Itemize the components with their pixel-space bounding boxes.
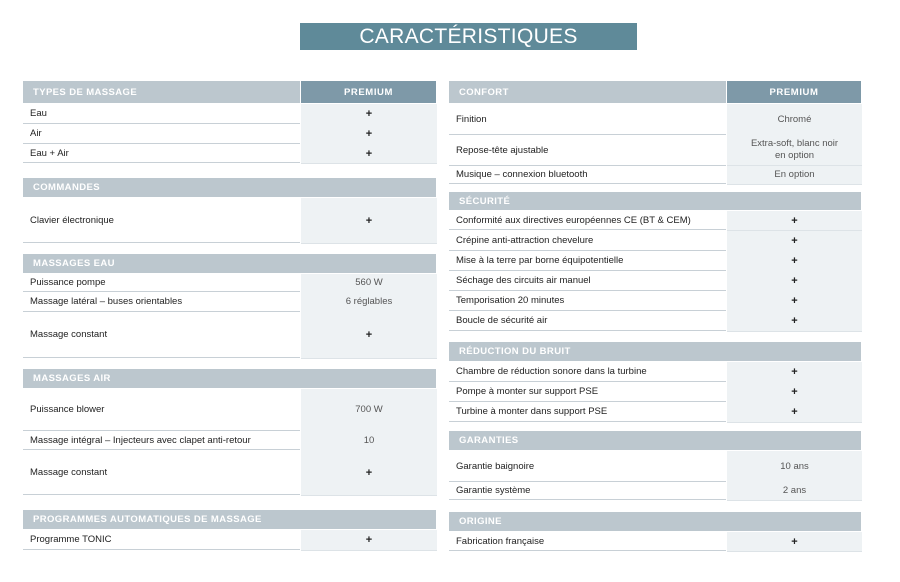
table-row bbox=[449, 271, 862, 291]
section-header: TYPES DE MASSAGE bbox=[23, 81, 300, 103]
table-row bbox=[23, 144, 437, 163]
row-value: + bbox=[301, 530, 437, 551]
row-label: Massage intégral – Injecteurs avec clapet anti-retour bbox=[23, 431, 300, 450]
row-value: + bbox=[301, 124, 437, 145]
row-value: + bbox=[301, 198, 437, 244]
row-label: Programme TONIC bbox=[23, 530, 300, 550]
row-label: Repose-tête ajustable bbox=[449, 135, 726, 166]
table-row bbox=[23, 274, 437, 292]
table-row bbox=[23, 292, 437, 312]
row-value: + bbox=[301, 312, 437, 359]
row-value: + bbox=[727, 271, 862, 292]
row-label: Chambre de réduction sonore dans la turbine bbox=[449, 362, 726, 382]
section-header: GARANTIES bbox=[449, 431, 861, 450]
row-label: Puissance blower bbox=[23, 389, 300, 431]
row-value: + bbox=[727, 362, 862, 383]
table-row bbox=[23, 450, 437, 495]
section-header: SÉCURITÉ bbox=[449, 192, 861, 210]
row-value: 6 réglables bbox=[301, 292, 437, 313]
row-value: 560 W bbox=[301, 274, 437, 293]
table-row bbox=[23, 312, 437, 358]
row-label: Garantie baignoire bbox=[449, 451, 726, 482]
row-label: Conformité aux directives européennes CE (BT & CEM) bbox=[449, 211, 726, 230]
premium-column-header: PREMIUM bbox=[727, 81, 861, 103]
row-label: Crépine anti-attraction chevelure bbox=[449, 231, 726, 251]
row-label: Fabrication française bbox=[449, 532, 726, 551]
row-label: Finition bbox=[449, 104, 726, 135]
row-label: Clavier électronique bbox=[23, 198, 300, 243]
row-label: Massage constant bbox=[23, 450, 300, 495]
table-row bbox=[449, 362, 862, 382]
row-label: Eau bbox=[23, 104, 300, 124]
table-row bbox=[23, 104, 437, 124]
row-label: Pompe à monter sur support PSE bbox=[449, 382, 726, 402]
table-row bbox=[449, 532, 862, 551]
row-label: Air bbox=[23, 124, 300, 144]
row-value: + bbox=[727, 311, 862, 332]
table-row bbox=[449, 402, 862, 422]
section-header: PROGRAMMES AUTOMATIQUES DE MASSAGE bbox=[23, 510, 436, 529]
row-value: Chromé bbox=[727, 104, 862, 136]
table-row bbox=[23, 389, 437, 431]
section-header: MASSAGES EAU bbox=[23, 254, 436, 273]
row-value: Extra-soft, blanc noir en option bbox=[727, 135, 862, 166]
row-label: Eau + Air bbox=[23, 144, 300, 163]
table-row bbox=[449, 135, 862, 166]
table-row bbox=[449, 166, 862, 184]
row-value: + bbox=[301, 144, 437, 164]
row-value: + bbox=[301, 450, 437, 496]
row-value: + bbox=[727, 251, 862, 272]
row-value: + bbox=[727, 211, 862, 231]
row-value: 2 ans bbox=[727, 482, 862, 501]
row-label: Massage latéral – buses orientables bbox=[23, 292, 300, 312]
row-value: 700 W bbox=[301, 389, 437, 432]
row-label: Puissance pompe bbox=[23, 274, 300, 292]
row-value: 10 ans bbox=[727, 451, 862, 483]
row-value: En option bbox=[727, 166, 862, 185]
table-row bbox=[449, 291, 862, 311]
table-row bbox=[449, 211, 862, 230]
row-label: Garantie système bbox=[449, 482, 726, 500]
row-label: Massage constant bbox=[23, 312, 300, 358]
table-row bbox=[449, 451, 862, 482]
premium-column-header: PREMIUM bbox=[301, 81, 436, 103]
table-row bbox=[449, 251, 862, 271]
section-header: COMMANDES bbox=[23, 178, 436, 197]
row-value: + bbox=[301, 104, 437, 125]
section-header: MASSAGES AIR bbox=[23, 369, 436, 388]
row-label: Temporisation 20 minutes bbox=[449, 291, 726, 311]
row-label: Séchage des circuits air manuel bbox=[449, 271, 726, 291]
table-row bbox=[23, 431, 437, 450]
row-label: Musique – connexion bluetooth bbox=[449, 166, 726, 184]
page-title: CARACTÉRISTIQUES TECHNIQUES bbox=[300, 23, 637, 50]
row-label: Mise à la terre par borne équipotentielle bbox=[449, 251, 726, 271]
row-value: + bbox=[727, 532, 862, 552]
table-row bbox=[449, 231, 862, 251]
row-label: Boucle de sécurité air bbox=[449, 311, 726, 331]
table-row bbox=[23, 530, 437, 550]
section-header: RÉDUCTION DU BRUIT bbox=[449, 342, 861, 361]
table-row bbox=[449, 482, 862, 500]
row-value: + bbox=[727, 382, 862, 403]
row-value: + bbox=[727, 402, 862, 423]
section-header: ORIGINE bbox=[449, 512, 861, 531]
table-row bbox=[449, 104, 862, 135]
table-row bbox=[449, 311, 862, 331]
row-value: + bbox=[727, 291, 862, 312]
row-value: 10 bbox=[301, 431, 437, 451]
table-row bbox=[449, 382, 862, 402]
row-label: Turbine à monter dans support PSE bbox=[449, 402, 726, 422]
table-row bbox=[23, 198, 437, 243]
table-row bbox=[23, 124, 437, 144]
section-header: CONFORT bbox=[449, 81, 726, 103]
row-value: + bbox=[727, 231, 862, 252]
